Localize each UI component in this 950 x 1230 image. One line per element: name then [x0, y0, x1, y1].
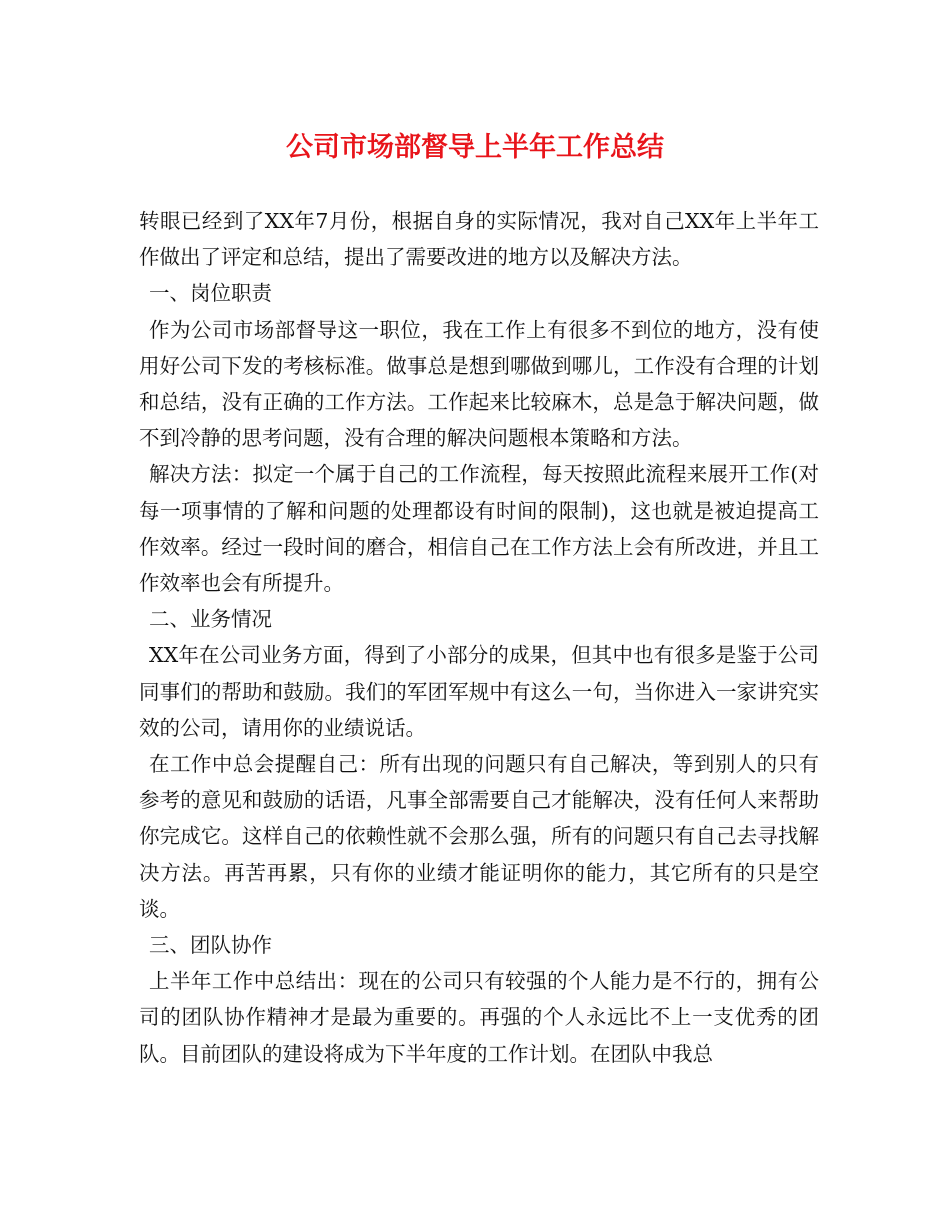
paragraph: XX年在公司业务方面，得到了小部分的成果，但其中也有很多是鉴于公司同事们的帮助和鼓励。我们的军团军规中有这么一句，当你进入一家讲究实效的公司，请用你的业绩说话。	[139, 643, 819, 740]
paragraph: 在工作中总会提醒自己：所有出现的问题只有自己解决，等到别人的只有参考的意见和鼓励的话语，凡事全部需要自己才能解决，没有任何人来帮助你完成它。这样自己的依赖性就不会那么强，所有的问题只有自己去寻找解决方法。再苦再累，只有你的业绩才能证明你的能力，其它所有的只是空谈。	[139, 752, 819, 921]
paragraph: 作为公司市场部督导这一职位，我在工作上有很多不到位的地方，没有使用好公司下发的考核标准。做事总是想到哪做到哪儿，工作没有合理的计划和总结，没有正确的工作方法。工作起来比较麻木，总是急于解决问题，做不到冷静的思考问题，没有合理的解决问题根本策略和方法。	[139, 317, 819, 451]
document-body	[139, 203, 819, 1072]
paragraph-intro: 转眼已经到了XX年7月份，根据自身的实际情况，我对自己XX年上半年工作做出了评定和总结，提出了需要改进的地方以及解决方法。	[139, 209, 819, 270]
paragraph: 解决方法：拟定一个属于自己的工作流程，每天按照此流程来展开工作(对每一项事情的了解和问题的处理都设有时间的限制)，这也就是被迫提高工作效率。经过一段时间的磨合，相信自己在工作方法上会有所改进，并且工作效率也会有所提升。	[139, 462, 819, 596]
section-heading-2: 二、业务情况	[149, 607, 272, 632]
section-heading-3: 三、团队协作	[149, 933, 272, 958]
section-heading-1: 一、岗位职责	[149, 281, 272, 306]
paragraph: 上半年工作中总结出：现在的公司只有较强的个人能力是不行的，拥有公司的团队协作精神才是最为重要的。再强的个人永远比不上一支优秀的团队。目前团队的建设将成为下半年度的工作计划。在团队中我总	[139, 969, 819, 1066]
document-title: 公司市场部督导上半年工作总结	[286, 132, 664, 163]
